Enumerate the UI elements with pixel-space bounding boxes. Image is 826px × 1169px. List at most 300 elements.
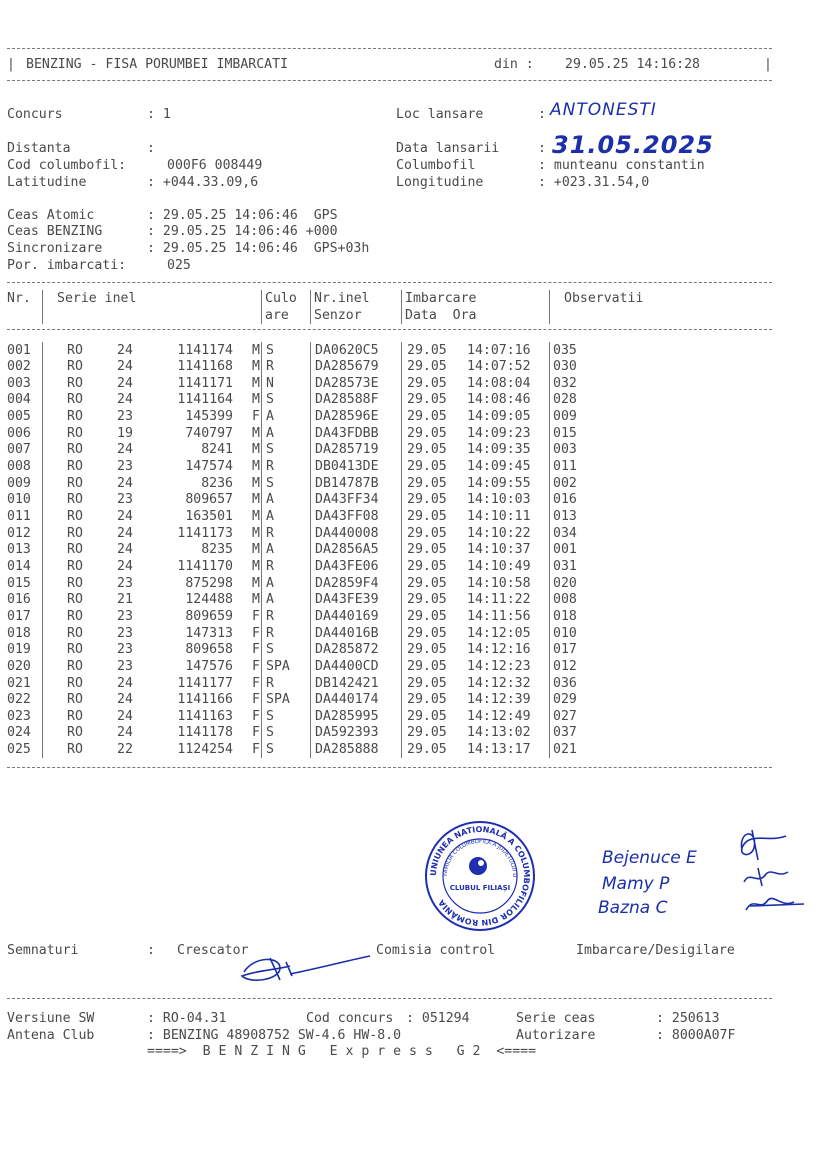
cell-color: A [266, 409, 274, 425]
cell-observatii: 009 [553, 409, 577, 425]
cell-ring: 1141173 [177, 525, 233, 541]
cell-country: RO [67, 409, 83, 425]
cell-country: RO [67, 708, 83, 724]
cell-sex: M [252, 392, 260, 408]
cell-year: 22 [117, 742, 133, 758]
cell-country: RO [67, 442, 83, 458]
cell-sex: F [252, 675, 260, 691]
cell-nr: 018 [7, 625, 31, 641]
cod-columbofil-value: 000F6 008449 [167, 158, 263, 173]
col-header-culoare-1: Culo [265, 291, 297, 306]
cell-time: 14:13:02 [467, 725, 531, 741]
cell-country: RO [67, 425, 83, 441]
cell-country: RO [67, 575, 83, 591]
antena-club-label: Antena Club [7, 1028, 95, 1043]
cell-year: 24 [117, 392, 133, 408]
cell-sex: M [252, 475, 260, 491]
cell-sex: M [252, 525, 260, 541]
latitudine-label: Latitudine [7, 175, 87, 190]
cell-ring: 8235 [201, 542, 233, 558]
cell-year: 23 [117, 575, 133, 591]
cell-sensor: DA0620C5 [315, 342, 379, 358]
cell-year: 24 [117, 558, 133, 574]
cell-date: 29.05 [407, 425, 447, 441]
data-lansarii-colon: : [538, 141, 546, 156]
cell-ring: 1124254 [177, 742, 233, 758]
header-sep [42, 290, 43, 324]
cell-date: 29.05 [407, 625, 447, 641]
cell-sensor: DA28573E [315, 375, 379, 391]
cell-color: A [266, 592, 274, 608]
cell-ring: 740797 [185, 425, 233, 441]
footer-top-rule [7, 998, 772, 999]
cell-year: 23 [117, 459, 133, 475]
loc-lansare-label: Loc lansare [396, 107, 484, 122]
distanta-value: : [147, 141, 155, 156]
stamp-ring-text: UNIUNEA NATIONALĂ A COLUMBOFILILOR DIN ROMÂNIA [428, 824, 532, 928]
cell-country: RO [67, 492, 83, 508]
cell-date: 29.05 [407, 642, 447, 658]
cell-color: N [266, 375, 274, 391]
cell-year: 23 [117, 658, 133, 674]
cell-ring: 1141174 [177, 342, 233, 358]
cell-color: R [266, 625, 274, 641]
cell-observatii: 015 [553, 425, 577, 441]
print-datetime: 29.05.25 14:16:28 [565, 57, 700, 72]
cell-nr: 010 [7, 492, 31, 508]
commission-signatures [728, 820, 818, 920]
cell-date: 29.05 [407, 608, 447, 624]
cell-observatii: 020 [553, 575, 577, 591]
cell-date: 29.05 [407, 658, 447, 674]
cell-sex: F [252, 742, 260, 758]
handwritten-name-1: Bejenuce E [602, 848, 697, 868]
cell-color: S [266, 725, 274, 741]
cell-observatii: 008 [553, 592, 577, 608]
cell-sensor: DA43FDBB [315, 425, 379, 441]
cell-country: RO [67, 675, 83, 691]
cell-time: 14:12:32 [467, 675, 531, 691]
table-row [7, 742, 787, 761]
cell-date: 29.05 [407, 459, 447, 475]
header-right-bar: | [764, 57, 772, 72]
cell-sex: F [252, 658, 260, 674]
table-bottom-rule [7, 767, 772, 768]
autorizare-label: Autorizare [516, 1028, 596, 1043]
cell-date: 29.05 [407, 342, 447, 358]
cell-sensor: DA43FE39 [315, 592, 379, 608]
cell-color: A [266, 425, 274, 441]
page-title: BENZING - FISA PORUMBEI IMBARCATI [26, 57, 289, 72]
cell-sex: F [252, 642, 260, 658]
stamp-graphic [424, 820, 536, 932]
cell-sensor: DA440008 [315, 525, 379, 541]
cell-year: 24 [117, 442, 133, 458]
cell-nr: 011 [7, 509, 31, 524]
cell-color: R [266, 675, 274, 691]
cell-sensor: DA28588F [315, 392, 379, 408]
porumbei-imbarcati-label: Por. imbarcati: [7, 258, 127, 273]
cell-country: RO [67, 342, 83, 358]
cell-sensor: DB14787B [315, 475, 379, 491]
cell-sensor: DA440174 [315, 692, 379, 708]
cell-nr: 003 [7, 375, 31, 391]
cell-country: RO [67, 475, 83, 491]
club-stamp [424, 820, 536, 932]
cell-nr: 009 [7, 475, 31, 491]
cell-color: A [266, 575, 274, 591]
header-left-bar: | [7, 57, 15, 72]
cell-country: RO [67, 642, 83, 658]
cell-ring: 1141163 [177, 708, 233, 724]
cell-sex: M [252, 425, 260, 441]
cell-sensor: DA43FE06 [315, 558, 379, 574]
ceas-benzing-label: Ceas BENZING [7, 224, 103, 239]
cell-ring: 1141171 [177, 375, 233, 391]
cell-observatii: 018 [553, 608, 577, 624]
din-label: din : [494, 57, 534, 72]
antena-club-value: : BENZING 48908752 SW-4.6 HW-8.0 [147, 1028, 402, 1043]
cell-date: 29.05 [407, 475, 447, 491]
cell-sex: F [252, 608, 260, 624]
cell-nr: 005 [7, 409, 31, 425]
cell-time: 14:10:37 [467, 542, 531, 558]
cell-year: 23 [117, 409, 133, 425]
cell-ring: 147574 [185, 459, 233, 475]
cell-nr: 014 [7, 558, 31, 574]
cell-ring: 8236 [201, 475, 233, 491]
versiune-sw-label: Versiune SW [7, 1011, 95, 1026]
columbofil-label: Columbofil [396, 158, 476, 173]
cell-sensor: DB0413DE [315, 459, 379, 475]
cell-nr: 013 [7, 542, 31, 558]
cell-year: 21 [117, 592, 133, 608]
cell-year: 24 [117, 342, 133, 358]
ceas-atomic-value: : 29.05.25 14:06:46 GPS [147, 208, 338, 223]
cell-time: 14:10:03 [467, 492, 531, 508]
cell-sex: M [252, 558, 260, 574]
ceas-atomic-label: Ceas Atomic [7, 208, 95, 223]
cell-time: 14:07:52 [467, 359, 531, 375]
cell-date: 29.05 [407, 359, 447, 375]
cell-color: S [266, 642, 274, 658]
cell-ring: 809657 [185, 492, 233, 508]
cell-sensor: DB142421 [315, 675, 379, 691]
ceas-benzing-value: : 29.05.25 14:06:46 +000 [147, 224, 338, 239]
cell-nr: 008 [7, 459, 31, 475]
cell-time: 14:11:56 [467, 608, 531, 624]
cell-country: RO [67, 558, 83, 574]
cell-nr: 012 [7, 525, 31, 541]
header-sep [310, 290, 311, 324]
cell-country: RO [67, 525, 83, 541]
cell-sensor: DA440169 [315, 608, 379, 624]
cell-observatii: 031 [553, 558, 577, 574]
cell-date: 29.05 [407, 742, 447, 758]
cell-year: 19 [117, 425, 133, 441]
row-sep [401, 342, 402, 758]
cell-time: 14:10:58 [467, 575, 531, 591]
cell-nr: 016 [7, 592, 31, 608]
cell-sex: M [252, 375, 260, 391]
cell-color: R [266, 359, 274, 375]
cell-ring: 124488 [185, 592, 233, 608]
cell-country: RO [67, 542, 83, 558]
cell-country: RO [67, 459, 83, 475]
col-header-nrinel-2: Senzor [314, 308, 362, 323]
cell-color: R [266, 558, 274, 574]
cell-observatii: 027 [553, 708, 577, 724]
cell-year: 24 [117, 708, 133, 724]
cell-color: SPA [266, 692, 290, 708]
cell-observatii: 011 [553, 459, 577, 475]
crescator-label: Crescator [177, 943, 249, 958]
cell-ring: 147313 [185, 625, 233, 641]
loc-lansare-handwritten: ANTONESTI [550, 100, 657, 120]
cell-sensor: DA2859F4 [315, 575, 379, 591]
stamp-center-text: CLUBUL FILIAȘI [449, 884, 511, 892]
cell-year: 24 [117, 542, 133, 558]
row-sep [261, 342, 262, 758]
cell-country: RO [67, 608, 83, 624]
top-dashed-rule [7, 48, 772, 49]
cell-country: RO [67, 725, 83, 741]
cell-color: S [266, 392, 274, 408]
cell-sensor: DA285679 [315, 359, 379, 375]
semnaturi-label: Semnaturi [7, 943, 79, 958]
porumbei-imbarcati-value: 025 [167, 258, 191, 273]
cell-observatii: 010 [553, 625, 577, 641]
cell-year: 24 [117, 359, 133, 375]
cell-year: 24 [117, 525, 133, 541]
cell-sex: M [252, 492, 260, 508]
cell-observatii: 035 [553, 342, 577, 358]
cell-sensor: DA2856A5 [315, 542, 379, 558]
header-bottom-rule [7, 80, 772, 81]
sincronizare-label: Sincronizare [7, 241, 103, 256]
header-sep [261, 290, 262, 324]
semnaturi-colon: : [147, 943, 155, 958]
cell-time: 14:12:05 [467, 625, 531, 641]
cell-date: 29.05 [407, 675, 447, 691]
cell-date: 29.05 [407, 575, 447, 591]
row-sep [310, 342, 311, 758]
cell-country: RO [67, 742, 83, 758]
cell-observatii: 016 [553, 492, 577, 508]
stamp-inner-text: FAMILIA COLUMBOFILĂ A JUDEȚULUI D [442, 838, 518, 878]
cell-observatii: 028 [553, 392, 577, 408]
cell-sex: M [252, 342, 260, 358]
cell-sex: F [252, 692, 260, 708]
col-header-serie: Serie inel [57, 291, 137, 306]
cell-ring: 147576 [185, 658, 233, 674]
cell-color: S [266, 442, 274, 458]
cell-ring: 8241 [201, 442, 233, 458]
latitudine-value: : +044.33.09,6 [147, 175, 259, 190]
cell-color: R [266, 459, 274, 475]
cell-nr: 022 [7, 692, 31, 708]
cell-time: 14:12:23 [467, 658, 531, 674]
cell-country: RO [67, 692, 83, 708]
cell-ring: 1141164 [177, 392, 233, 408]
cell-sensor: DA285995 [315, 708, 379, 724]
cell-time: 14:07:16 [467, 342, 531, 358]
cell-color: A [266, 542, 274, 558]
table-top-rule [7, 282, 772, 283]
cell-time: 14:11:22 [467, 592, 531, 608]
cell-time: 14:10:22 [467, 525, 531, 541]
header-sep [549, 290, 550, 324]
cell-sensor: DA4400CD [315, 658, 379, 674]
imbarcare-desigilare-label: Imbarcare/Desigilare [576, 943, 735, 958]
cell-observatii: 037 [553, 725, 577, 741]
benzing-banner: ====> B E N Z I N G E x p r e s s G 2 <==== [147, 1044, 537, 1059]
cell-time: 14:08:04 [467, 375, 531, 391]
cell-sex: M [252, 592, 260, 608]
cell-date: 29.05 [407, 558, 447, 574]
header-sep [401, 290, 402, 324]
cell-time: 14:12:16 [467, 642, 531, 658]
cell-sex: F [252, 725, 260, 741]
longitudine-label: Longitudine [396, 175, 484, 190]
cell-country: RO [67, 359, 83, 375]
col-header-culoare-2: are [265, 308, 289, 323]
cell-color: A [266, 509, 274, 524]
cell-date: 29.05 [407, 725, 447, 741]
cell-nr: 007 [7, 442, 31, 458]
serie-ceas-label: Serie ceas [516, 1011, 596, 1026]
cell-sex: F [252, 409, 260, 425]
col-header-nrinel-1: Nr.inel [314, 291, 370, 306]
cell-nr: 004 [7, 392, 31, 408]
cell-ring: 809658 [185, 642, 233, 658]
table-header-rule [7, 329, 772, 330]
cell-color: S [266, 742, 274, 758]
columbofil-value: : munteanu constantin [538, 158, 705, 173]
cell-date: 29.05 [407, 525, 447, 541]
cell-color: SPA [266, 658, 290, 674]
cell-sensor: DA44016B [315, 625, 379, 641]
col-header-imbarcare-2: Data Ora [405, 308, 477, 323]
cell-ring: 145399 [185, 409, 233, 425]
distanta-label: Distanta [7, 141, 71, 156]
cell-date: 29.05 [407, 409, 447, 425]
handwritten-name-2: Mamy P [602, 874, 670, 894]
cell-year: 23 [117, 625, 133, 641]
cell-time: 14:10:11 [467, 509, 531, 524]
cell-ring: 163501 [185, 509, 233, 524]
cell-ring: 875298 [185, 575, 233, 591]
row-sep [549, 342, 550, 758]
col-header-imbarcare-1: Imbarcare [405, 291, 477, 306]
cell-nr: 017 [7, 608, 31, 624]
concurs-label: Concurs [7, 107, 63, 122]
data-lansarii-handwritten: 31.05.2025 [552, 131, 714, 159]
cell-nr: 025 [7, 742, 31, 758]
cell-year: 23 [117, 608, 133, 624]
handwritten-name-3: Bazna C [598, 898, 668, 918]
cell-date: 29.05 [407, 592, 447, 608]
cod-concurs-label: Cod concurs [306, 1011, 394, 1026]
cell-sex: M [252, 575, 260, 591]
cell-observatii: 002 [553, 475, 577, 491]
cell-ring: 1141178 [177, 725, 233, 741]
cell-country: RO [67, 592, 83, 608]
cell-sensor: DA28596E [315, 409, 379, 425]
cell-country: RO [67, 375, 83, 391]
cell-year: 24 [117, 725, 133, 741]
cell-ring: 1141168 [177, 359, 233, 375]
cell-nr: 023 [7, 708, 31, 724]
cell-country: RO [67, 392, 83, 408]
cell-time: 14:12:49 [467, 708, 531, 724]
cell-date: 29.05 [407, 442, 447, 458]
cell-color: R [266, 525, 274, 541]
cell-year: 24 [117, 475, 133, 491]
cell-sensor: DA285888 [315, 742, 379, 758]
cell-nr: 021 [7, 675, 31, 691]
autorizare-value: : 8000A07F [656, 1028, 736, 1043]
comisia-control-label: Comisia control [376, 943, 496, 958]
cell-sensor: DA43FF34 [315, 492, 379, 508]
cell-sensor: DA592393 [315, 725, 379, 741]
cell-year: 24 [117, 375, 133, 391]
cell-year: 23 [117, 642, 133, 658]
loc-lansare-colon: : [538, 107, 546, 122]
cell-date: 29.05 [407, 542, 447, 558]
crescator-signature [230, 950, 380, 995]
cell-sex: F [252, 708, 260, 724]
cell-year: 23 [117, 492, 133, 508]
cell-time: 14:08:46 [467, 392, 531, 408]
cell-time: 14:09:23 [467, 425, 531, 441]
cell-observatii: 029 [553, 692, 577, 708]
cell-observatii: 032 [553, 375, 577, 391]
cell-date: 29.05 [407, 708, 447, 724]
cell-sex: F [252, 625, 260, 641]
cell-time: 14:10:49 [467, 558, 531, 574]
row-sep [42, 342, 43, 758]
cell-nr: 001 [7, 342, 31, 358]
cell-sex: M [252, 509, 260, 524]
cell-time: 14:13:17 [467, 742, 531, 758]
cell-nr: 020 [7, 658, 31, 674]
cod-concurs-value: : 051294 [406, 1011, 470, 1026]
cell-ring: 1141177 [177, 675, 233, 691]
cell-nr: 002 [7, 359, 31, 375]
cell-observatii: 030 [553, 359, 577, 375]
cell-color: S [266, 708, 274, 724]
cell-observatii: 013 [553, 509, 577, 524]
cell-sex: M [252, 442, 260, 458]
cell-sensor: DA285872 [315, 642, 379, 658]
cell-sex: M [252, 359, 260, 375]
cell-date: 29.05 [407, 509, 447, 524]
cell-time: 14:09:45 [467, 459, 531, 475]
cell-nr: 015 [7, 575, 31, 591]
cell-time: 14:12:39 [467, 692, 531, 708]
cell-time: 14:09:05 [467, 409, 531, 425]
cell-date: 29.05 [407, 392, 447, 408]
cell-sex: M [252, 459, 260, 475]
cell-country: RO [67, 658, 83, 674]
cell-nr: 024 [7, 725, 31, 741]
cell-time: 14:09:35 [467, 442, 531, 458]
cell-observatii: 034 [553, 525, 577, 541]
concurs-value: : 1 [147, 107, 171, 122]
cell-sensor: DA285719 [315, 442, 379, 458]
cell-date: 29.05 [407, 692, 447, 708]
